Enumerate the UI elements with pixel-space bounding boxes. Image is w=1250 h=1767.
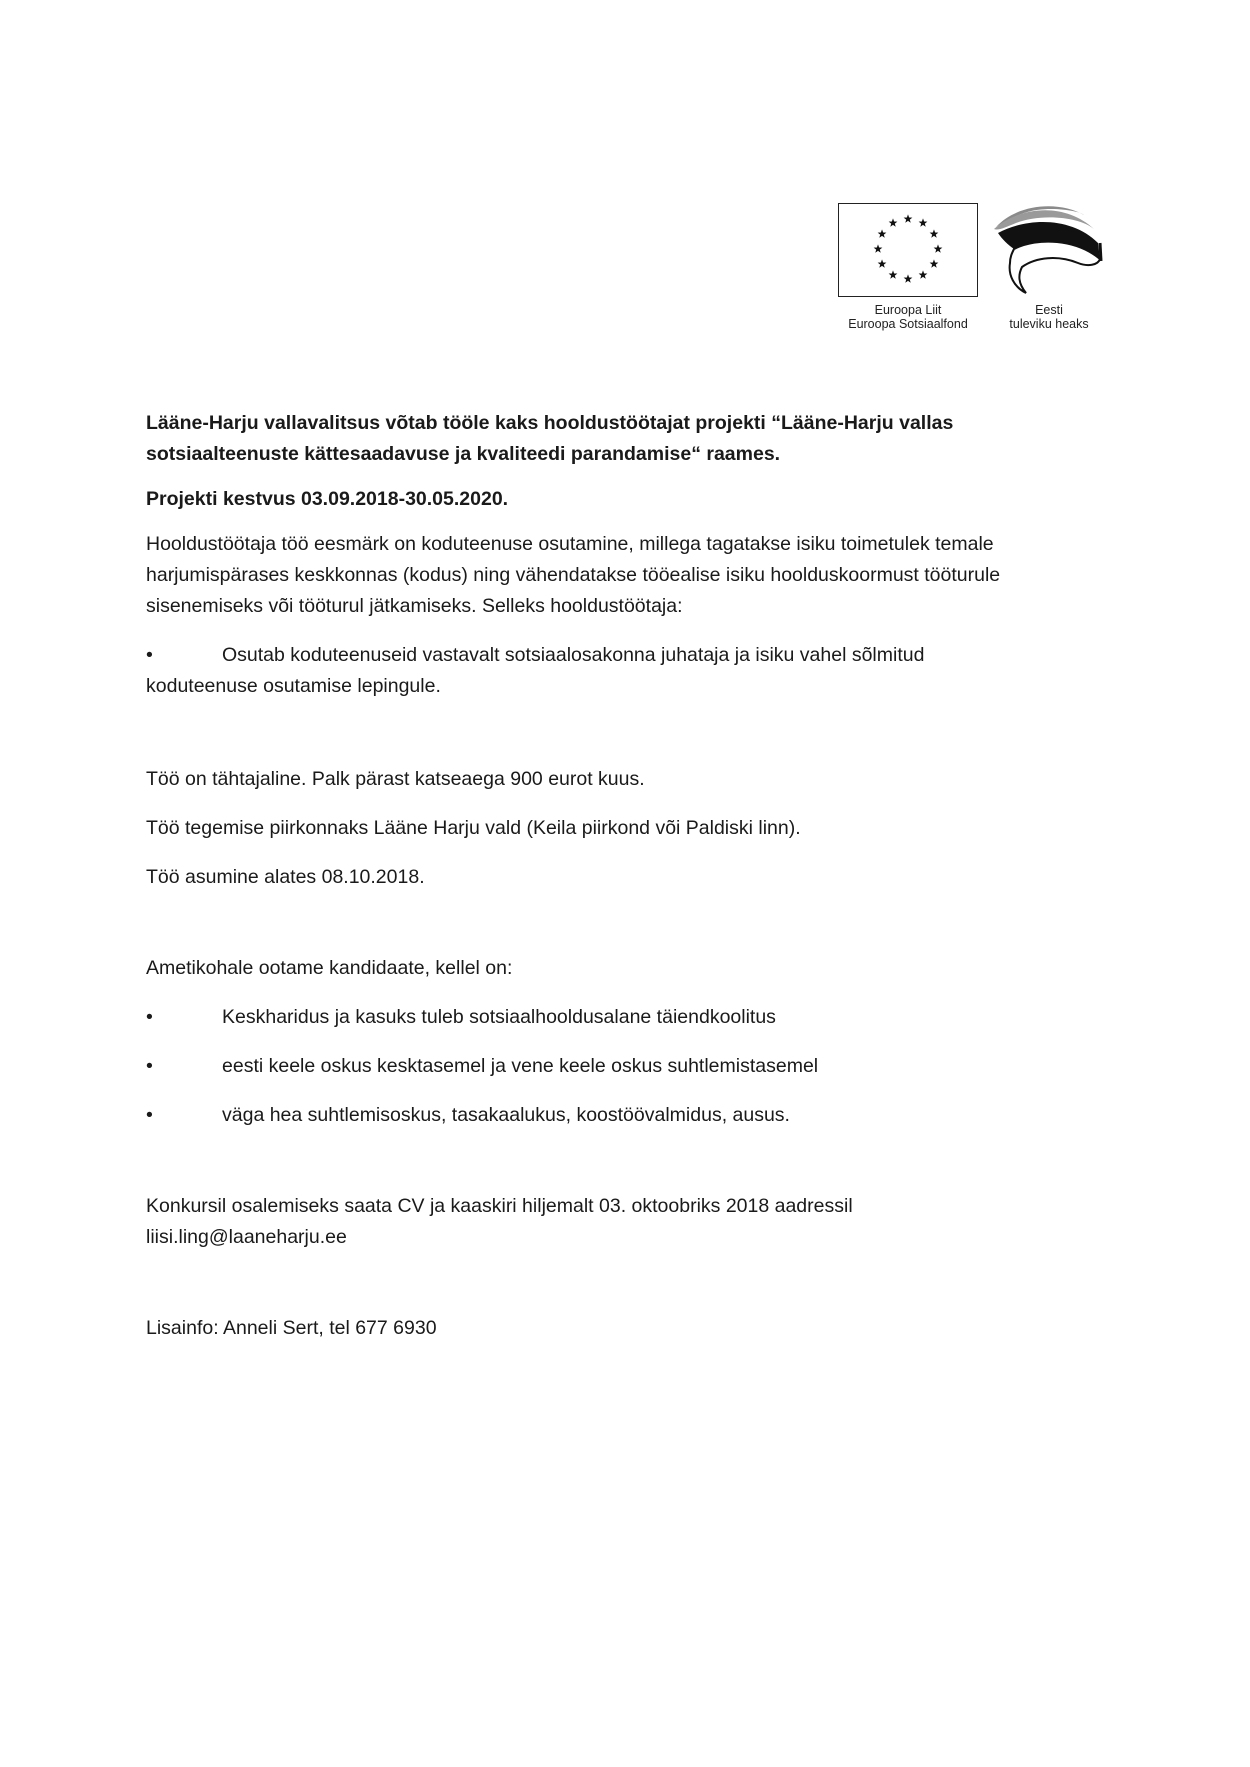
ee-caption	[995, 303, 1103, 331]
requirements-intro: Ametikohale ootame kandidaate, kellel on:	[146, 957, 513, 979]
bullet-icon: •	[146, 1006, 153, 1028]
application-line: Konkursil osalemiseks saata CV ja kaaskiri hiljemalt 03. oktoobriks 2018 aadressil	[146, 1195, 853, 1217]
intro-paragraph: Hooldustöötaja töö eesmärk on koduteenuse osutamine, millega tagatakse isiku toimetulek temale harjumispärases keskkonnas (kodus) ning vähendatakse tööealise isiku hoolduskoormust tööturule sisenemiseks või tööturul jätkamiseks. Selleks hooldustöötaja:	[146, 533, 1001, 617]
eu-caption-line1: Euroopa Liit	[874, 303, 942, 317]
application-email: liisi.ling@laaneharju.ee	[146, 1226, 347, 1248]
requirement-text: väga hea suhtlemisoskus, tasakaalukus, koostöövalmidus, ausus.	[222, 1104, 790, 1126]
star-icon	[930, 259, 939, 267]
project-period: Projekti kestvus 03.09.2018-30.05.2020.	[146, 488, 509, 510]
eu-flag-logo	[838, 203, 978, 297]
ee-caption-line2: tuleviku heaks	[1009, 317, 1089, 331]
requirement-text: Keskharidus ja kasuks tuleb sotsiaalhooldusalane täiendkoolitus	[222, 1006, 776, 1028]
star-icon	[874, 244, 883, 252]
star-icon	[919, 218, 928, 226]
star-icon	[889, 270, 898, 278]
duty-text-rest: koduteenuse osutamise lepingule.	[146, 675, 441, 697]
star-icon	[904, 214, 913, 222]
star-icon	[878, 229, 887, 237]
star-icon	[934, 244, 943, 252]
contact-info: Lisainfo: Anneli Sert, tel 677 6930	[146, 1317, 437, 1339]
eesti-tuleviku-heaks-logo	[988, 203, 1108, 297]
eu-caption	[832, 303, 984, 331]
star-icon	[904, 274, 913, 282]
star-icon	[889, 218, 898, 226]
star-icon	[878, 259, 887, 267]
eu-stars-icon	[839, 204, 977, 296]
star-icon	[919, 270, 928, 278]
list-item	[146, 1051, 1106, 1082]
terms-line: Töö on tähtajaline. Palk pärast katseaega 900 eurot kuus.	[146, 768, 645, 790]
duty-list-item	[146, 640, 1106, 702]
bullet-icon: •	[146, 1104, 153, 1126]
estonian-flag-wave-icon	[988, 203, 1108, 297]
terms-line: Töö asumine alates 08.10.2018.	[146, 866, 425, 888]
bullet-icon: •	[146, 1055, 153, 1077]
terms-line: Töö tegemise piirkonnaks Lääne Harju vald (Keila piirkond või Paldiski linn).	[146, 817, 801, 839]
requirement-text: eesti keele oskus kesktasemel ja vene keele oskus suhtlemistasemel	[222, 1055, 819, 1077]
headline: Lääne-Harju vallavalitsus võtab tööle kaks hooldustöötajat projekti “Lääne-Harju vallas sotsiaalteenuste kättesaadavuse ja kvaliteedi parandamise“ raames.	[146, 412, 954, 465]
star-icon	[930, 229, 939, 237]
list-item	[146, 1002, 1106, 1033]
eu-caption-line2: Euroopa Sotsiaalfond	[848, 317, 968, 331]
duty-text-first: Osutab koduteenuseid vastavalt sotsiaalosakonna juhataja ja isiku vahel sõlmitud	[222, 644, 925, 666]
document-body	[146, 408, 1106, 1344]
logos	[838, 203, 1108, 338]
ee-caption-line1: Eesti	[1035, 303, 1063, 317]
list-item	[146, 1100, 1106, 1131]
bullet-icon: •	[146, 644, 153, 666]
